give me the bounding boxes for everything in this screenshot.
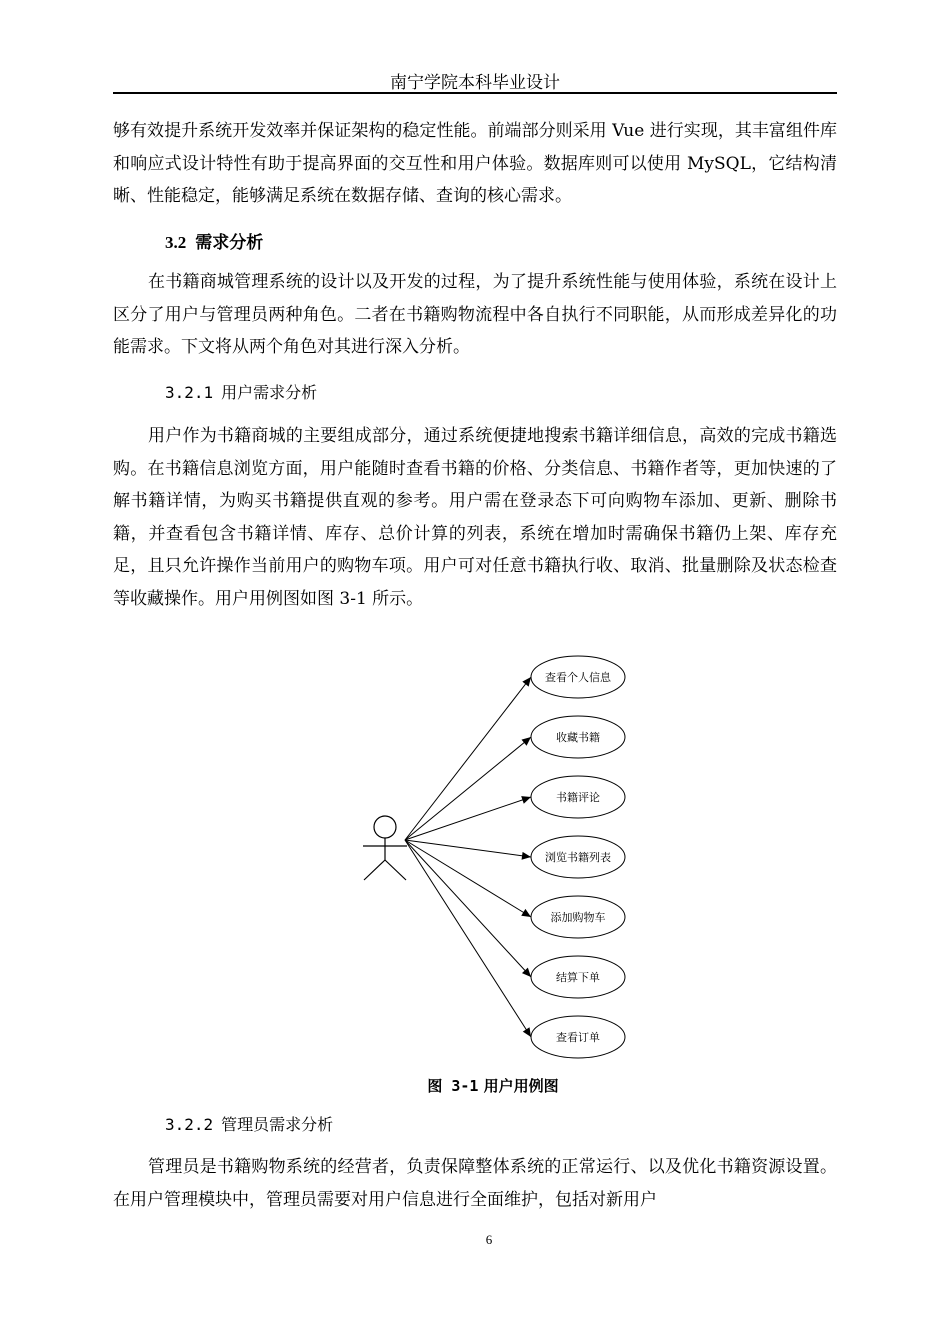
subsection-user-heading <box>165 380 317 403</box>
arrow-head <box>522 677 531 687</box>
user-block <box>113 420 837 615</box>
admin-paragraph: 管理员是书籍购物系统的经营者，负责保障整体系统的正常运行、以及优化书籍资源设置。在用户管理模块中，管理员需要对用户信息进行全面维护，包括对新用户 <box>113 1157 837 1210</box>
use-case-label: 书籍评论 <box>556 791 600 804</box>
actor-figure <box>363 816 407 880</box>
association-line <box>405 840 531 977</box>
section-block <box>113 266 837 364</box>
figure-caption-text: 用户用例图 <box>483 1077 559 1095</box>
section-number: 3.2 <box>165 233 187 252</box>
intro-block <box>113 115 837 213</box>
subsection-user-number: 3.2.1 <box>165 383 214 402</box>
page-number: 6 <box>485 1232 493 1247</box>
use-case-label: 结算下单 <box>556 971 600 984</box>
section-heading <box>165 228 263 253</box>
figure-caption <box>113 1075 873 1096</box>
subsection-admin-title: 管理员需求分析 <box>221 1115 334 1134</box>
intro-paragraph: 够有效提升系统开发效率并保证架构的稳定性能。前端部分则采用 Vue 进行实现，其丰富组件库和响应式设计特性有助于提高界面的交互性和用户体验。数据库则可以使用 MySQL，它结构清晰、性能稳定，能够满足系统在数据存储、查询的核心需求。 <box>113 121 837 206</box>
subsection-admin-number: 3.2.2 <box>165 1115 214 1134</box>
arrow-head <box>522 852 531 860</box>
subsection-user-title: 用户需求分析 <box>221 383 318 402</box>
association-line <box>405 737 531 840</box>
use-case-label: 浏览书籍列表 <box>545 851 611 864</box>
association-line <box>405 840 531 1037</box>
subsection-admin-heading <box>165 1112 333 1135</box>
use-case-label: 查看个人信息 <box>545 671 611 684</box>
use-case-diagram <box>355 650 635 1070</box>
header-rule <box>113 92 837 94</box>
arrow-head <box>521 796 531 804</box>
section-paragraph: 在书籍商城管理系统的设计以及开发的过程，为了提升系统性能与使用体验，系统在设计上区分了用户与管理员两种角色。二者在书籍购物流程中各自执行不同职能，从而形成差异化的功能需求。下文将从两个角色对其进行深入分析。 <box>113 272 837 357</box>
admin-block <box>113 1151 837 1216</box>
arrow-head <box>521 909 531 917</box>
association-line <box>405 840 531 917</box>
user-paragraph: 用户作为书籍商城的主要组成部分，通过系统便捷地搜索书籍详细信息，高效的完成书籍选购。在书籍信息浏览方面，用户能随时查看书籍的价格、分类信息、书籍作者等，更加快速的了解书籍详情，为购买书籍提供直观的参考。用户需在登录态下可向购物车添加、更新、删除书籍，并查看包含书籍详情、库存、总价计算的列表，系统在增加时需确保书籍仍上架、库存充足，且只允许操作当前用户的购物车项。用户可对任意书籍执行收、取消、批量删除及状态检查等收藏操作。用户用例图如图 3-1 所示。 <box>113 426 837 609</box>
page-header: 南宁学院本科毕业设计 <box>390 73 560 93</box>
use-case-4 <box>405 836 625 878</box>
association-line <box>405 840 531 857</box>
section-title: 需求分析 <box>195 233 264 253</box>
arrow-head <box>522 737 531 746</box>
use-case-label: 查看订单 <box>556 1031 600 1044</box>
use-case-label: 添加购物车 <box>550 911 606 924</box>
association-line <box>405 797 531 840</box>
use-case-3 <box>405 776 625 840</box>
use-case-label: 收藏书籍 <box>556 731 600 744</box>
figure-caption-number: 图 3-1 <box>427 1077 479 1095</box>
arrow-head <box>523 1027 531 1037</box>
association-line <box>405 677 531 840</box>
